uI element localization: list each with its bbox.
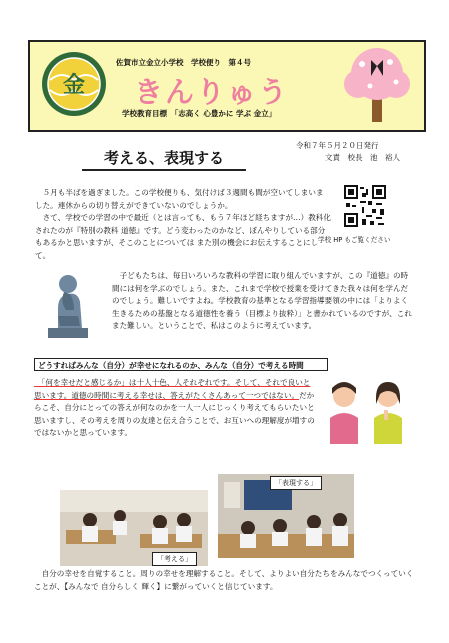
paragraph-happiness: [34, 377, 316, 440]
paragraph-intro: ５月も半ばを過ぎました。この学校便りも、気付けば３週間も間が空いてしまいました。連休からの切り替えができていないのでしょうか。 さて、学校での学習の中で最近（とは言っても、もう７年ほど経ちますが…）教科化されたのが『特別の教科 道徳』です。どう変わったのかなど、ぼんやりしている部分もあるかと思いますが、そこのことについては また別の機会にお伝えすることにして。: [35, 188, 331, 260]
article-heading-box: [82, 147, 246, 171]
article-heading: 考える、表現する: [103, 149, 224, 167]
key-question-banner: どうすればみんな（自分）が幸せになれるのか、みんな（自分）で考える時間: [34, 358, 328, 371]
paragraph-happiness-body: だからこそ、自分にとっての答えが何なのかを一人一人にじっくり考えてもらいたいと思いますし、その考えを周りの友達と伝え合うことで、お互いへの理解度が増すのではないかと思っています。: [34, 390, 315, 438]
qr-label: 学校 HP もご覧ください: [318, 236, 391, 244]
qr-code-icon[interactable]: [344, 185, 386, 227]
school-line: 佐賀市立金立小学校 学校便り 第４号: [116, 58, 251, 67]
svg-text:金: 金: [62, 73, 86, 98]
paragraph-happiness-lead: 「何を幸せだと感じるか」は十人十色、人それぞれです。そして、それで良いと思います。道徳の時間に考える幸せは、答えがたくさんあって一つではない。: [34, 378, 311, 400]
issue-author: 文責 校長 池 裕人: [325, 153, 400, 162]
classroom-photo-expressing: [218, 474, 354, 558]
paragraph-moral-education: 子どもたちは、毎日いろいろな教科の学習に取り組んでいますが、この『道徳』の時間には何を学ぶのでしょう。また、これまで学校で授業を受けてきた我々は何を学んだのでしょう。難しいですよね。学校教育の基準となる学習指導要領の中には「よりよく生きるための基盤となる道徳性を養う（目標より抜粋）」と書かれているのですが、これまた難しい。ということで、私はこのように考えています。: [112, 271, 412, 331]
paragraph-closing: 自分の幸せを自覚すること。周りの幸せを理解すること。そして、よりよい自分たちをみんなでつくっていくことが、【みんなで 自分らしく 輝く】に繋がっていくと信じています。: [34, 569, 414, 591]
issue-date: 令和７年５月２０日発行: [296, 141, 379, 150]
cherry-tree-icon: [340, 46, 414, 126]
caption-expressing: 「表現する」: [270, 476, 322, 490]
school-motto: 学校教育目標 「志高く 心豊かに 学ぶ 金立」: [122, 109, 277, 118]
newsletter-header: [28, 40, 426, 132]
thinker-statue-icon: [44, 268, 96, 340]
newsletter-title: きんりゅう: [134, 75, 290, 109]
two-women-icon: [322, 380, 414, 444]
classroom-photo-thinking: [60, 490, 208, 566]
school-emblem-icon: [40, 50, 108, 118]
caption-thinking: 「考える」: [152, 552, 197, 566]
